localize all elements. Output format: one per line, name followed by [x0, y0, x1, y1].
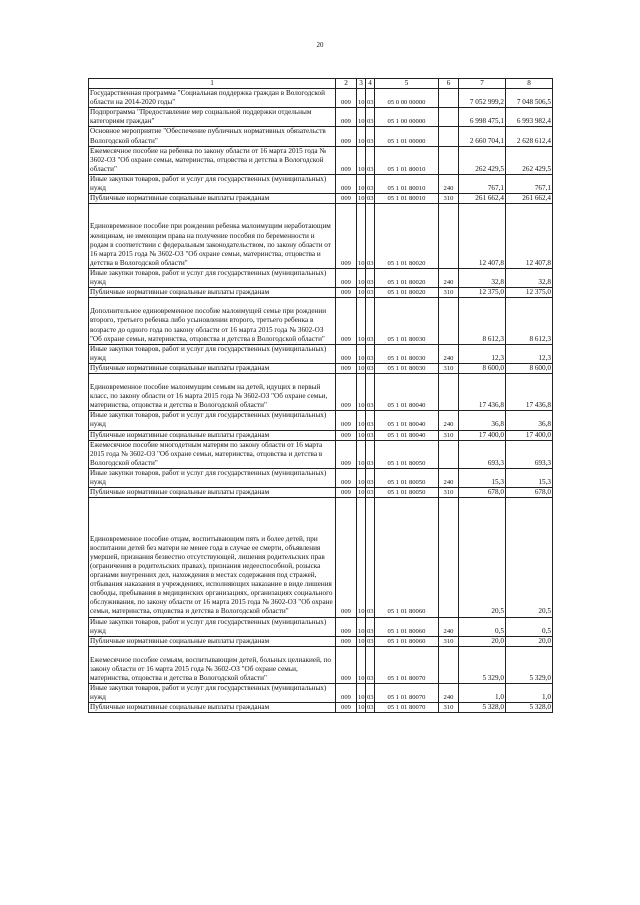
row-name: Публичные нормативные социальные выплаты гражданам — [89, 363, 336, 373]
row-expense-type-code — [439, 440, 459, 468]
row-expense-type-code — [439, 146, 459, 174]
row-section-code: 10 — [358, 195, 365, 203]
row-expense-type-code — [439, 127, 459, 146]
row-target-article-code: 05 1 01 80040 — [375, 373, 439, 410]
page-number: 20 — [316, 41, 324, 49]
row-amount-year-1: 8 600,0 — [459, 363, 506, 373]
row-subsection-code: 03 — [366, 468, 375, 487]
row-amount-year-2: 693,3 — [506, 440, 553, 468]
table-row — [89, 488, 553, 498]
row-expense-type-code — [439, 204, 459, 269]
row-amount-year-2: 15,3 — [506, 468, 553, 487]
row-name: Иные закупки товаров, работ и услуг для государственных (муниципальных) нужд — [89, 684, 336, 703]
row-name: Дополнительное единовременное пособие малоимущей семье при рождении второго, третьего ребенка либо усыновлении второго, третьего ребенка в возрасте до одного года по закону области от 16 марта 2015 года № 3602-ОЗ "Об охране семьи, материнства, отцовства и детства в Вологодской области" — [89, 298, 336, 345]
row-amount-year-2: 0,5 — [506, 617, 553, 636]
row-ved-code: 009 — [336, 363, 357, 373]
row-subsection-code: 03 — [366, 440, 375, 468]
row-subsection-code: 03 — [366, 127, 375, 146]
row-subsection-code: 03 — [367, 364, 374, 372]
row-section-code: 10 — [357, 468, 366, 487]
row-subsection-code: 03 — [366, 174, 375, 193]
row-amount-year-1: 12 407,8 — [459, 204, 506, 269]
row-amount-year-1: 6 998 475,1 — [459, 108, 506, 127]
row-amount-year-1: 5 328,0 — [459, 703, 506, 713]
row-ved-code: 009 — [336, 636, 357, 646]
row-amount-year-1: 1,0 — [459, 684, 506, 703]
row-target-article-code: 05 1 01 80010 — [375, 174, 439, 193]
row-name: Иные закупки товаров, работ и услуг для государственных (муниципальных) нужд — [89, 268, 336, 287]
row-section-code: 10 — [358, 489, 365, 497]
row-amount-year-2: 17 400,0 — [506, 430, 553, 440]
table-row — [89, 430, 553, 440]
row-name: Ежемесячное пособие многодетным матерям по закону области от 16 марта 2015 года № 3602-ОЗ "Об охране семьи, материнства, отцовства и детства в Вологодской области" — [89, 440, 336, 468]
row-target-article-code: 05 1 01 80070 — [375, 684, 439, 703]
table-row — [89, 174, 553, 193]
row-target-article-code: 05 1 01 80030 — [375, 344, 439, 363]
row-section-code: 10 — [357, 174, 366, 193]
row-name: Единовременное пособие отцам, воспитывающим пять и более детей, при воспитании детей без матери не менее года в случае ее смерти, объявления умершей, признания безвестно отсутствующей, лишения родительских прав (ограничения в родительских правах), признания недееспособной, розыска органами внутренних дел, нахождения в местах содержания под стражей, отбывания наказания в учреждениях, исполняющих наказание в виде лишения свободы, пребывания в медицинских организациях, организациях социального обслуживания, по закону области от 16 марта 2015 года № 3602-ОЗ "Об охране семьи, материнства, отцовства и детства в Вологодской области" — [89, 498, 336, 617]
row-ved-code: 009 — [336, 617, 357, 636]
row-target-article-code: 05 1 01 80020 — [375, 204, 439, 269]
row-name: Иные закупки товаров, работ и услуг для государственных (муниципальных) нужд — [89, 617, 336, 636]
row-ved-code: 009 — [336, 108, 357, 127]
row-subsection-code: 03 — [367, 195, 374, 203]
col-header-ved: 2 — [336, 79, 357, 89]
table-row — [89, 108, 553, 127]
row-ved-code: 009 — [336, 89, 357, 108]
row-name: Иные закупки товаров, работ и услуг для государственных (муниципальных) нужд — [89, 344, 336, 363]
row-amount-year-2: 12 375,0 — [506, 288, 553, 298]
row-ved-code: 009 — [336, 703, 357, 713]
row-amount-year-1: 8 612,3 — [459, 298, 506, 345]
table-row — [89, 363, 553, 373]
row-ved-code: 009 — [336, 146, 357, 174]
header-row — [89, 79, 553, 89]
row-name: Публичные нормативные социальные выплаты гражданам — [89, 488, 336, 498]
row-amount-year-1: 261 662,4 — [459, 194, 506, 204]
row-ved-code: 009 — [336, 174, 357, 193]
row-ved-code: 009 — [336, 468, 357, 487]
row-ved-code: 009 — [336, 204, 357, 269]
row-expense-type-code — [439, 298, 459, 345]
row-amount-year-2: 20,0 — [506, 636, 553, 646]
row-subsection-code: 03 — [366, 108, 375, 127]
row-name: Публичные нормативные социальные выплаты гражданам — [89, 430, 336, 440]
row-name: Государственная программа "Социальная поддержка граждан в Вологодской области на 2014-2020 годы" — [89, 89, 336, 108]
row-ved-code: 009 — [336, 268, 357, 287]
row-amount-year-1: 15,3 — [459, 468, 506, 487]
row-subsection-code: 03 — [367, 431, 374, 439]
row-subsection-code: 03 — [366, 344, 375, 363]
row-expense-type-code — [439, 89, 459, 108]
table-row — [89, 268, 553, 287]
row-section-code: 10 — [357, 89, 366, 108]
table-row — [89, 646, 553, 683]
row-ved-code: 009 — [336, 684, 357, 703]
table-row — [89, 127, 553, 146]
row-subsection-code: 03 — [366, 268, 375, 287]
row-subsection-code: 03 — [366, 411, 375, 430]
row-amount-year-1: 0,5 — [459, 617, 506, 636]
row-target-article-code: 05 0 00 00000 — [375, 89, 439, 108]
row-ved-code: 009 — [336, 488, 357, 498]
row-amount-year-2: 8 612,3 — [506, 298, 553, 345]
row-subsection-code: 03 — [366, 298, 375, 345]
row-section-code: 10 — [358, 704, 365, 712]
row-target-article-code: 05 1 01 80050 — [375, 488, 439, 498]
row-amount-year-2: 20,5 — [506, 498, 553, 617]
row-section-code: 10 — [357, 127, 366, 146]
row-target-article-code: 05 1 01 80030 — [375, 298, 439, 345]
col-header-vr: 6 — [439, 79, 459, 89]
row-amount-year-2: 12 407,8 — [506, 204, 553, 269]
row-target-article-code: 05 1 01 80020 — [375, 268, 439, 287]
row-target-article-code: 05 1 01 80040 — [375, 411, 439, 430]
row-expense-type-code: 240 — [439, 174, 459, 193]
row-section-code: 10 — [357, 440, 366, 468]
row-ved-code: 009 — [336, 344, 357, 363]
row-subsection-code: 03 — [366, 204, 375, 269]
table-body — [89, 89, 553, 713]
row-section-code: 10 — [358, 364, 365, 372]
row-expense-type-code — [439, 373, 459, 410]
row-expense-type-code — [439, 108, 459, 127]
row-expense-type-code: 240 — [439, 411, 459, 430]
table-row — [89, 344, 553, 363]
row-amount-year-2: 36,8 — [506, 411, 553, 430]
row-section-code: 10 — [357, 373, 366, 410]
row-name: Ежемесячное пособие семьям, воспитывающим детей, больных целиакией, по закону области от 16 марта 2015 года № 3602-ОЗ "Об охране семьи, материнства, отцовства и детства в Вологодской области" — [89, 646, 336, 683]
row-amount-year-1: 678,0 — [459, 488, 506, 498]
row-ved-code: 009 — [336, 440, 357, 468]
row-subsection-code: 03 — [366, 617, 375, 636]
row-section-code: 10 — [357, 617, 366, 636]
row-section-code: 10 — [357, 204, 366, 269]
row-name: Иные закупки товаров, работ и услуг для государственных (муниципальных) нужд — [89, 174, 336, 193]
row-section-code: 10 — [357, 268, 366, 287]
row-name: Основное мероприятие "Обеспечение публичных нормативных обязательств Вологодской области" — [89, 127, 336, 146]
table-row — [89, 617, 553, 636]
row-target-article-code: 05 1 01 80060 — [375, 498, 439, 617]
row-amount-year-1: 32,8 — [459, 268, 506, 287]
row-expense-type-code — [439, 646, 459, 683]
row-subsection-code: 03 — [366, 498, 375, 617]
row-amount-year-2: 12,3 — [506, 344, 553, 363]
row-amount-year-2: 5 328,0 — [506, 703, 553, 713]
table-row — [89, 440, 553, 468]
row-amount-year-1: 36,8 — [459, 411, 506, 430]
row-amount-year-1: 693,3 — [459, 440, 506, 468]
row-amount-year-2: 7 048 506,5 — [506, 89, 553, 108]
row-expense-type-code — [439, 498, 459, 617]
row-amount-year-1: 20,5 — [459, 498, 506, 617]
row-name: Единовременное пособие малоимущим семьям на детей, идущих в первый класс, по закону области от 16 марта 2015 года № 3602-ОЗ "Об охране семьи, материнства, отцовства и детства в Вологодской области" — [89, 373, 336, 410]
row-amount-year-1: 262 429,5 — [459, 146, 506, 174]
row-target-article-code: 05 1 01 80050 — [375, 468, 439, 487]
row-subsection-code: 03 — [366, 684, 375, 703]
row-amount-year-1: 767,1 — [459, 174, 506, 193]
row-target-article-code: 05 1 00 00000 — [375, 108, 439, 127]
row-ved-code: 009 — [336, 127, 357, 146]
row-expense-type-code: 310 — [439, 488, 459, 498]
row-amount-year-1: 17 400,0 — [459, 430, 506, 440]
row-ved-code: 009 — [336, 411, 357, 430]
row-amount-year-2: 5 329,0 — [506, 646, 553, 683]
table-row — [89, 703, 553, 713]
row-subsection-code: 03 — [367, 489, 374, 497]
col-header-sum1: 7 — [459, 79, 506, 89]
row-subsection-code: 03 — [367, 637, 374, 645]
row-ved-code: 009 — [336, 373, 357, 410]
row-amount-year-1: 12 375,0 — [459, 288, 506, 298]
row-ved-code: 009 — [336, 298, 357, 345]
row-expense-type-code: 240 — [439, 468, 459, 487]
row-section-code: 10 — [358, 289, 365, 297]
row-name: Публичные нормативные социальные выплаты гражданам — [89, 636, 336, 646]
row-ved-code: 009 — [336, 498, 357, 617]
row-target-article-code: 05 1 01 80020 — [375, 288, 439, 298]
row-target-article-code: 05 1 01 80070 — [375, 646, 439, 683]
row-subsection-code: 03 — [366, 646, 375, 683]
row-amount-year-2: 678,0 — [506, 488, 553, 498]
row-subsection-code: 03 — [367, 289, 374, 297]
row-amount-year-2: 8 600,0 — [506, 363, 553, 373]
row-subsection-code: 03 — [366, 89, 375, 108]
table-row — [89, 288, 553, 298]
row-amount-year-2: 17 436,8 — [506, 373, 553, 410]
row-expense-type-code: 310 — [439, 363, 459, 373]
row-section-code: 10 — [357, 646, 366, 683]
row-ved-code: 009 — [336, 288, 357, 298]
row-target-article-code: 05 1 01 80040 — [375, 430, 439, 440]
row-name: Ежемесячное пособие на ребенка по закону области от 16 марта 2015 года № 3602-ОЗ "Об охране семьи, материнства, отцовства и детства в Вологодской области" — [89, 146, 336, 174]
row-amount-year-1: 2 660 704,1 — [459, 127, 506, 146]
row-amount-year-2: 262 429,5 — [506, 146, 553, 174]
row-amount-year-1: 7 052 999,2 — [459, 89, 506, 108]
row-section-code: 10 — [357, 146, 366, 174]
row-amount-year-1: 20,0 — [459, 636, 506, 646]
row-expense-type-code: 240 — [439, 617, 459, 636]
col-header-csr: 5 — [375, 79, 439, 89]
row-expense-type-code: 240 — [439, 268, 459, 287]
budget-table — [88, 78, 553, 713]
row-amount-year-1: 17 436,8 — [459, 373, 506, 410]
row-target-article-code: 05 1 01 80010 — [375, 146, 439, 174]
row-amount-year-1: 5 329,0 — [459, 646, 506, 683]
row-target-article-code: 05 1 01 80060 — [375, 617, 439, 636]
row-expense-type-code: 310 — [439, 703, 459, 713]
table-row — [89, 468, 553, 487]
table-row — [89, 636, 553, 646]
table-row — [89, 89, 553, 108]
table-row — [89, 204, 553, 269]
row-amount-year-2: 32,8 — [506, 268, 553, 287]
row-amount-year-2: 6 993 982,4 — [506, 108, 553, 127]
col-header-rz: 3 — [357, 79, 366, 89]
table-row — [89, 146, 553, 174]
row-name: Единовременное пособие при рождении ребенка малоимущим неработающим женщинам, не имеющим права на получение пособия по беременности и родам в соответствии с федеральным законодательством, по закону области от 16 марта 2015 года № 3602-ОЗ "Об охране семьи, материнства, отцовства и детства в Вологодской области" — [89, 204, 336, 269]
row-name: Иные закупки товаров, работ и услуг для государственных (муниципальных) нужд — [89, 468, 336, 487]
table-row — [89, 298, 553, 345]
row-target-article-code: 05 1 01 80060 — [375, 636, 439, 646]
row-name: Иные закупки товаров, работ и услуг для государственных (муниципальных) нужд — [89, 411, 336, 430]
row-ved-code: 009 — [336, 430, 357, 440]
col-header-sum2: 8 — [506, 79, 553, 89]
col-header-name: 1 — [89, 79, 336, 89]
col-header-pr: 4 — [366, 79, 375, 89]
row-expense-type-code: 240 — [439, 684, 459, 703]
row-section-code: 10 — [357, 684, 366, 703]
row-ved-code: 009 — [336, 646, 357, 683]
row-amount-year-2: 1,0 — [506, 684, 553, 703]
row-target-article-code: 05 1 01 80010 — [375, 194, 439, 204]
row-expense-type-code: 310 — [439, 430, 459, 440]
row-section-code: 10 — [357, 108, 366, 127]
row-name: Публичные нормативные социальные выплаты гражданам — [89, 288, 336, 298]
row-expense-type-code: 310 — [439, 636, 459, 646]
row-target-article-code: 05 1 01 80030 — [375, 363, 439, 373]
row-section-code: 10 — [357, 298, 366, 345]
row-target-article-code: 05 1 01 00000 — [375, 127, 439, 146]
table-row — [89, 411, 553, 430]
row-amount-year-2: 261 662,4 — [506, 194, 553, 204]
row-subsection-code: 03 — [367, 704, 374, 712]
row-expense-type-code: 310 — [439, 288, 459, 298]
row-expense-type-code: 310 — [439, 194, 459, 204]
row-section-code: 10 — [358, 637, 365, 645]
row-section-code: 10 — [358, 431, 365, 439]
row-section-code: 10 — [357, 344, 366, 363]
row-name: Публичные нормативные социальные выплаты гражданам — [89, 194, 336, 204]
row-amount-year-1: 12,3 — [459, 344, 506, 363]
table-row — [89, 684, 553, 703]
row-name: Публичные нормативные социальные выплаты гражданам — [89, 703, 336, 713]
row-amount-year-2: 2 628 612,4 — [506, 127, 553, 146]
row-target-article-code: 05 1 01 80070 — [375, 703, 439, 713]
row-expense-type-code: 240 — [439, 344, 459, 363]
row-section-code: 10 — [357, 498, 366, 617]
row-target-article-code: 05 1 01 80050 — [375, 440, 439, 468]
row-subsection-code: 03 — [366, 373, 375, 410]
row-subsection-code: 03 — [366, 146, 375, 174]
row-section-code: 10 — [357, 411, 366, 430]
row-ved-code: 009 — [336, 194, 357, 204]
row-amount-year-2: 767,1 — [506, 174, 553, 193]
row-name: Подпрограмма "Предоставление мер социальной поддержки отдельным категориям граждан" — [89, 108, 336, 127]
table-row — [89, 373, 553, 410]
table-row — [89, 194, 553, 204]
table-row — [89, 498, 553, 617]
